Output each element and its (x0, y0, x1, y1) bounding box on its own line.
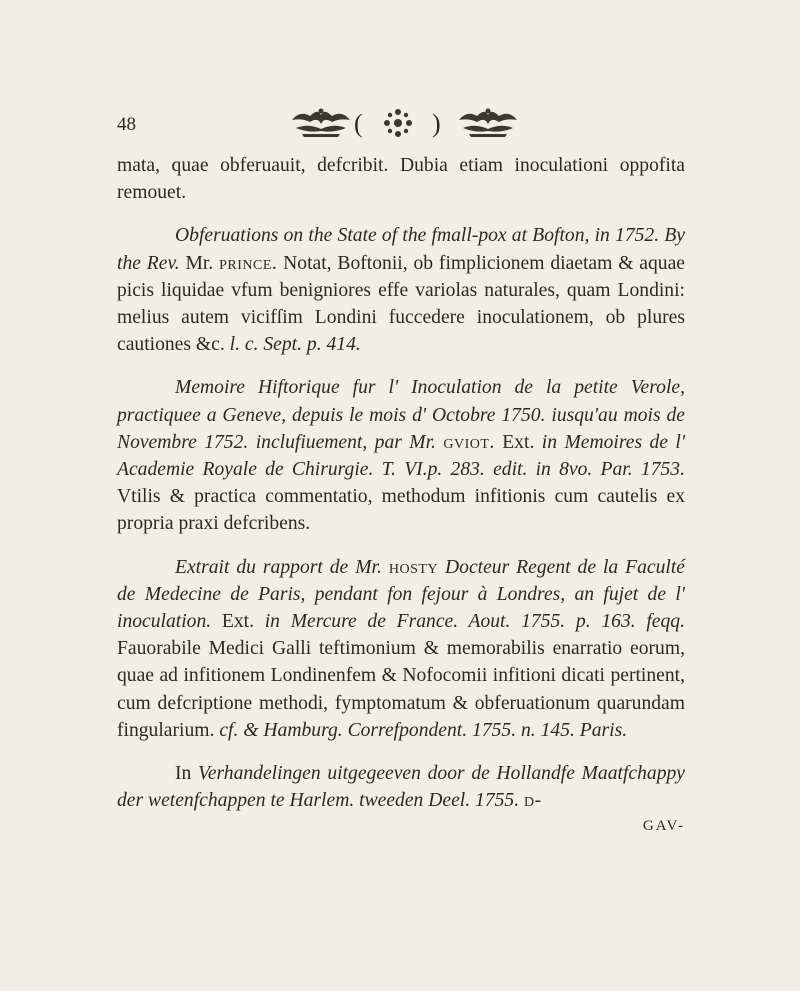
continuation-text: mata, quae obferuauit, defcribit. Dubia etiam inoculationi oppofita remouet. (117, 155, 685, 204)
entry-title: Verhandelingen uitgegeeven door de Hollandfe Maatfchappy der wetenfchappen te Harlem. tweeden Deel. 1755. (117, 763, 685, 812)
central-ornament-icon (352, 106, 444, 142)
running-header (0, 104, 800, 144)
catchword: GAV- (642, 818, 685, 835)
entry-reference: in Memoires de l' Academie Royale de Chirurgie. T. VI.p. 283. edit. in 8vo. Par. 1753. (117, 431, 686, 481)
entry-prefix: In (175, 763, 192, 785)
ext-label: Ext. (502, 431, 535, 453)
entry-reference: in Mercure de France. Aout. 1755. p. 163. feqq. (264, 611, 685, 633)
entry-verhandelingen (117, 760, 685, 836)
ext-label: Ext. (221, 611, 254, 633)
ornamental-vignette-right-icon (455, 106, 521, 138)
entry-boston-observations (117, 222, 685, 358)
entry-title-cont: Docteur Regent de la Faculté de Medecine de Paris, pendant fon fejour à Londres, an fujet de l' inoculation. (117, 556, 686, 633)
paragraph-continuation (117, 152, 685, 206)
entry-geneva-memoire (117, 374, 685, 537)
page-number: 48 (117, 114, 136, 135)
entry-title: Memoire Hiftorique fur l' Inoculation de la petite Verole, practiquee a Geneve, depuis le mois d' Octobre 1750. iusqu'au mois de Novembre 1752. inclufiuement, par Mr. (117, 377, 685, 453)
svg-text:): ) (432, 109, 441, 138)
author-initial: d- (524, 790, 542, 812)
entry-reference: l. c. Sept. p. 414. (229, 334, 361, 356)
entry-title: Obferuations on the State of the fmall-pox at Bofton, in 1752. By the Rev. (117, 225, 685, 274)
entry-summary: Notat, Boftonii, ob fimplicionem diaetam & aquae picis liquidae vfum benigniores effe variolas naturales, quam Londini: melius autem vicifſim Londini fuccedere inoculationem, ob plures cautiones &c. (117, 252, 685, 356)
body-text (117, 152, 685, 836)
entry-summary: Fauorabile Medici Galli teftimonium & memorabilis enarratio eorum, quae ad infitionem Londinenfem & Nofocomii infitioni dicati pertinent, cum defcriptione methodi, fymptomatum & obferuationum quarundam fingularium. (117, 638, 685, 741)
entry-cross-reference: cf. & Hamburg. Correfpondent. 1755. n. 145. Paris. (219, 719, 628, 741)
author-name: hosty (388, 556, 439, 578)
entry-title: Extrait du rapport de Mr. (175, 556, 382, 578)
entry-hosty-report (117, 554, 685, 744)
entry-summary: Vtilis & practica commentatio, methodum infitionis cum cautelis ex propria praxi defcribens. (117, 486, 685, 535)
svg-text:(: ( (354, 109, 363, 138)
author-name: gviot. (443, 431, 495, 453)
author-prefix: Mr. (185, 252, 214, 274)
author-name: prince. (219, 252, 278, 274)
ornamental-vignette-left-icon (288, 106, 354, 138)
